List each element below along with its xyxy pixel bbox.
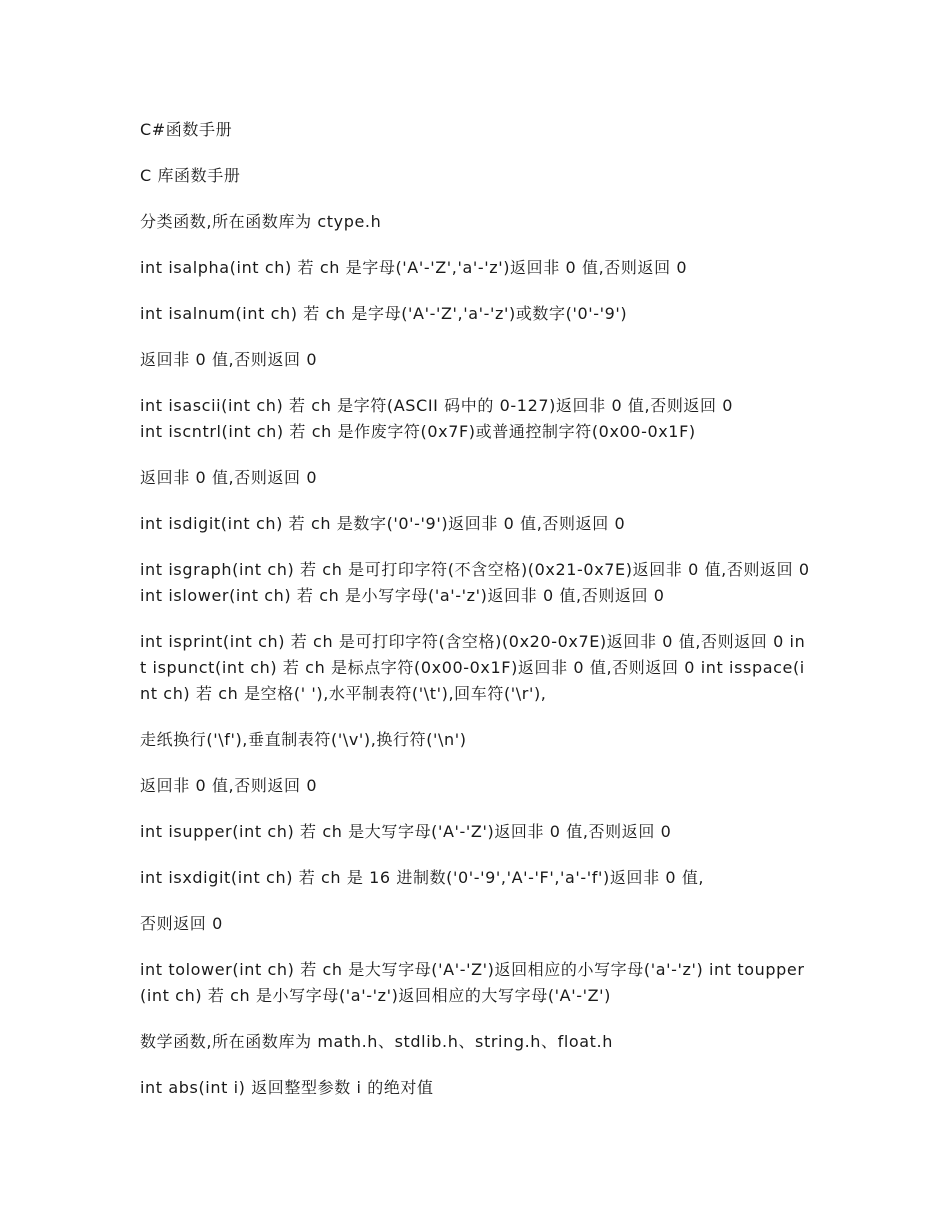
paragraph-isxdigit-return: 否则返回 0 (140, 914, 223, 933)
paragraph-abs: int abs(int i) 返回整型参数 i 的绝对值 (140, 1078, 434, 1097)
document-body (140, 117, 816, 1121)
paragraph-isalnum: int isalnum(int ch) 若 ch 是字母('A'-'Z','a'-'z')或数字('0'-'9') (140, 304, 628, 323)
paragraph-isgraph-islower: int isgraph(int ch) 若 ch 是可打印字符(不含空格)(0x21-0x7E)返回非 0 值,否则返回 0 int islower(int ch) 若 ch 是小写字母('a'-'z')返回非 0 值,否则返回 0 (140, 560, 816, 605)
paragraph-isalnum-return: 返回非 0 值,否则返回 0 (140, 350, 318, 369)
section-heading-math: 数学函数,所在函数库为 math.h、stdlib.h、string.h、float.h (140, 1032, 613, 1051)
paragraph-isascii: int isascii(int ch) 若 ch 是字符(ASCII 码中的 0-127)返回非 0 值,否则返回 0 (140, 396, 734, 415)
doc-subtitle: C 库函数手册 (140, 166, 241, 185)
paragraph-isspace-cont: 走纸换行('\f'),垂直制表符('\v'),换行符('\n') (140, 730, 467, 749)
paragraph-iscntrl: int iscntrl(int ch) 若 ch 是作废字符(0x7F)或普通控制字符(0x00-0x1F) (140, 422, 696, 441)
doc-title: C#函数手册 (140, 120, 233, 139)
paragraph-isdigit: int isdigit(int ch) 若 ch 是数字('0'-'9')返回非 0 值,否则返回 0 (140, 514, 626, 533)
paragraph-isalpha: int isalpha(int ch) 若 ch 是字母('A'-'Z','a'-'z')返回非 0 值,否则返回 0 (140, 258, 688, 277)
paragraph-iscntrl-return: 返回非 0 值,否则返回 0 (140, 468, 318, 487)
paragraph-isupper: int isupper(int ch) 若 ch 是大写字母('A'-'Z')返回非 0 值,否则返回 0 (140, 822, 672, 841)
section-heading-classification: 分类函数,所在函数库为 ctype.h (140, 212, 382, 231)
paragraph-tolower-toupper: int tolower(int ch) 若 ch 是大写字母('A'-'Z')返回相应的小写字母('a'-'z') int toupper(int ch) 若 ch 是小写字母('a'-'z')返回相应的大写字母('A'-'Z') (140, 960, 805, 1005)
paragraph-isspace-return: 返回非 0 值,否则返回 0 (140, 776, 318, 795)
paragraph-isxdigit: int isxdigit(int ch) 若 ch 是 16 进制数('0'-'9','A'-'F','a'-'f')返回非 0 值, (140, 868, 705, 887)
paragraph-isprint-ispunct-isspace: int isprint(int ch) 若 ch 是可打印字符(含空格)(0x20-0x7E)返回非 0 值,否则返回 0 int ispunct(int ch) 若 ch 是标点字符(0x00-0x1F)返回非 0 值,否则返回 0 int isspace(int ch) 若 ch 是空格(' '),水平制表符('\t'),回车符('\r'), (140, 632, 806, 703)
